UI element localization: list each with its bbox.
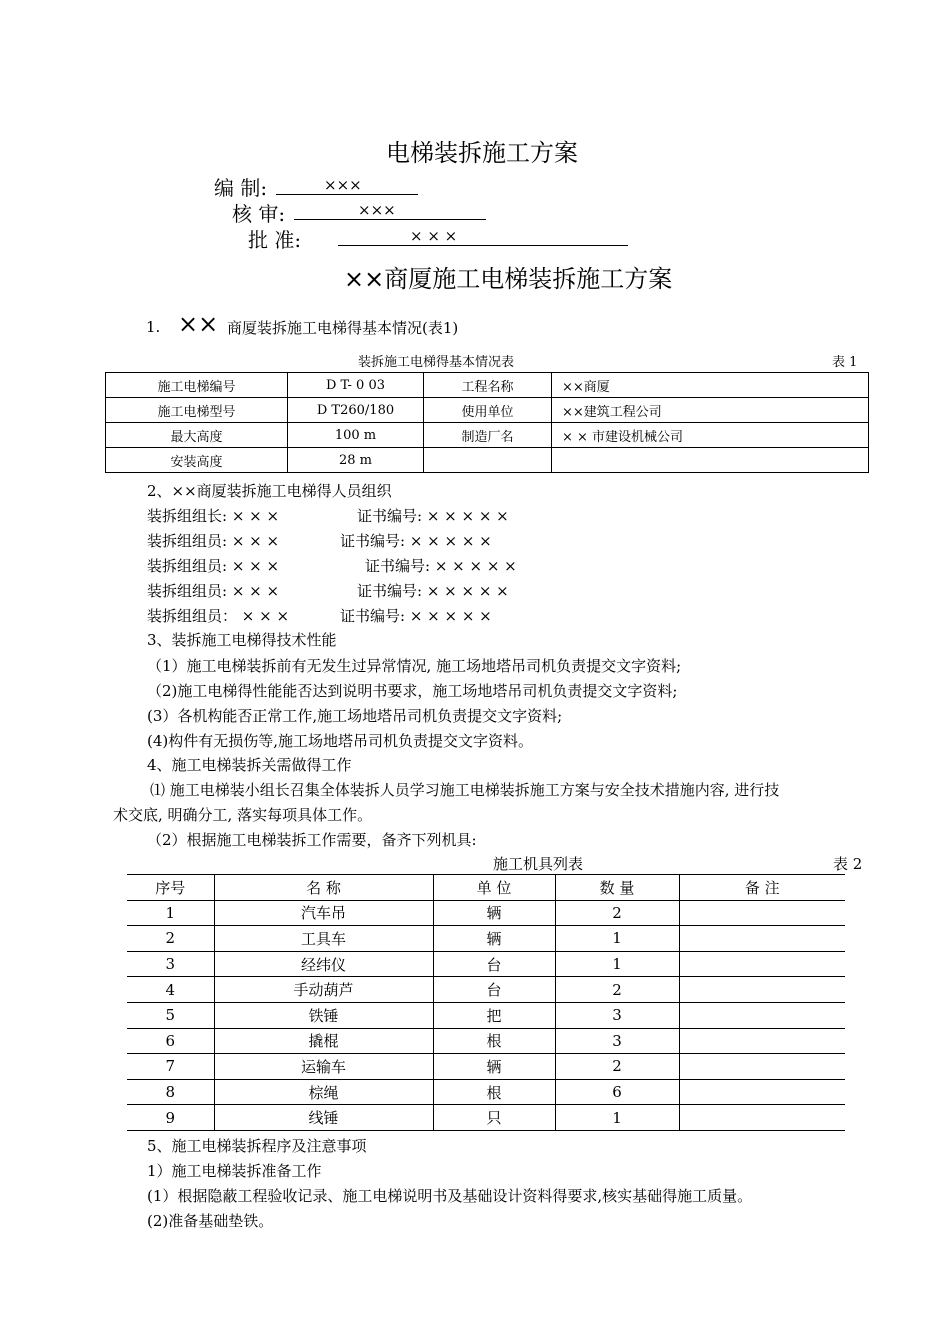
section5-item: (2)准备基础垫铁。	[147, 1212, 274, 1230]
staff-role: 装拆组组员: × × ×	[147, 557, 280, 575]
table-cell: 辆	[433, 1054, 555, 1080]
section5-item: (1）根据隐蔽工程验收记录、施工电梯说明书及基础设计资料得要求,核实基础得施工质量。	[147, 1187, 753, 1205]
table-cell: 7	[127, 1054, 214, 1080]
table-cell	[679, 900, 845, 926]
table-cell: 工程名称	[424, 373, 552, 398]
table-cell: 手动葫芦	[214, 977, 433, 1003]
section1-number: 1.	[146, 318, 161, 336]
staff-role: 装拆组组员: × × ×	[147, 532, 280, 550]
table-row	[106, 448, 869, 473]
table-cell	[679, 1002, 845, 1028]
table-cell: 3	[127, 951, 214, 977]
signoff-underline-prepared	[276, 194, 418, 195]
table2	[127, 874, 845, 1131]
table-cell: 制造厂名	[424, 423, 552, 448]
signoff-label-reviewed: 核 审:	[232, 202, 286, 226]
table-cell: 工具车	[214, 926, 433, 952]
table-cell: 100 m	[288, 423, 424, 448]
table-cell: 棕绳	[214, 1079, 433, 1105]
table-row	[127, 977, 845, 1003]
table-cell: 28 m	[288, 448, 424, 473]
signoff-label-prepared: 编 制:	[214, 176, 268, 200]
section5-heading: 5、施工电梯装拆程序及注意事项	[147, 1137, 367, 1155]
staff-cert: 证书编号: × × × × ×	[340, 532, 492, 550]
column-header: 单 位	[433, 875, 555, 901]
column-header: 备 注	[679, 875, 845, 901]
table-cell: 1	[555, 1105, 679, 1131]
document-title: 电梯装拆施工方案	[386, 139, 578, 167]
section1-heading: 商厦装拆施工电梯得基本情况(表1)	[227, 319, 459, 337]
staff-cert: 证书编号: × × × × ×	[340, 607, 492, 625]
table-cell: 台	[433, 977, 555, 1003]
table1	[105, 372, 869, 473]
table-cell: 2	[555, 977, 679, 1003]
table-cell: 最大高度	[106, 423, 288, 448]
table-cell: 只	[433, 1105, 555, 1131]
table-cell: 运输车	[214, 1054, 433, 1080]
table-cell	[424, 448, 552, 473]
table-cell: 6	[555, 1079, 679, 1105]
table-cell: 台	[433, 951, 555, 977]
table-cell: 1	[127, 900, 214, 926]
table-cell: 6	[127, 1028, 214, 1054]
table-cell: 安装高度	[106, 448, 288, 473]
document-subtitle: ××商厦施工电梯装拆施工方案	[344, 265, 673, 293]
signoff-underline-approved	[338, 245, 628, 246]
table-cell: 撬棍	[214, 1028, 433, 1054]
table-cell: 施工电梯编号	[106, 373, 288, 398]
table-cell: 线锤	[214, 1105, 433, 1131]
table2-caption: 施工机具列表	[493, 855, 584, 873]
table-cell	[679, 977, 845, 1003]
table-cell: 1	[555, 926, 679, 952]
table1-number: 表 1	[832, 355, 858, 370]
table-cell: 经纬仪	[214, 951, 433, 977]
table-row	[127, 1028, 845, 1054]
column-header: 序号	[127, 875, 214, 901]
column-header: 数 量	[555, 875, 679, 901]
table-cell: D T- 0 03	[288, 373, 424, 398]
table2-number: 表 2	[833, 855, 863, 873]
signoff-value-prepared: ×××	[324, 176, 362, 194]
staff-cert: 证书编号: × × × × ×	[357, 507, 509, 525]
table-cell	[679, 1028, 845, 1054]
table-header-row	[127, 875, 845, 901]
signoff-label-approved: 批 准:	[248, 228, 302, 252]
signoff-value-reviewed: ×××	[358, 201, 396, 219]
section4-heading: 4、施工电梯装拆关需做得工作	[147, 756, 352, 774]
table-cell: 2	[555, 1054, 679, 1080]
section2-heading: 2、××商厦装拆施工电梯得人员组织	[147, 482, 392, 500]
table-cell: 8	[127, 1079, 214, 1105]
table-row	[106, 423, 869, 448]
staff-role: 装拆组组员: × × ×	[147, 582, 280, 600]
table-cell: 1	[555, 951, 679, 977]
table-cell: 根	[433, 1079, 555, 1105]
column-header: 名 称	[214, 875, 433, 901]
table-cell: 施工电梯型号	[106, 398, 288, 423]
table-row	[127, 900, 845, 926]
section3-item: (3）各机构能否正常工作,施工场地塔吊司机负责提交文字资料;	[147, 707, 563, 725]
table-cell	[552, 448, 869, 473]
table-cell: 辆	[433, 926, 555, 952]
table-cell	[679, 1079, 845, 1105]
table-row	[127, 1002, 845, 1028]
table-row	[127, 926, 845, 952]
section3-item: （2)施工电梯得性能能否达到说明书要求，施工场地塔吊司机负责提交文字资料;	[147, 682, 678, 700]
signoff-underline-reviewed	[294, 219, 486, 220]
table-cell: D T260/180	[288, 398, 424, 423]
table-cell: 9	[127, 1105, 214, 1131]
table-cell: 使用单位	[424, 398, 552, 423]
table-cell: 3	[555, 1002, 679, 1028]
section4-paragraph2: （2）根据施工电梯装拆工作需要，备齐下列机具:	[147, 831, 477, 849]
section3-item: (4)构件有无损伤等,施工场地塔吊司机负责提交文字资料。	[147, 732, 534, 750]
staff-cert: 证书编号: × × × × ×	[357, 582, 509, 600]
table-cell	[679, 951, 845, 977]
table-row	[106, 398, 869, 423]
table-cell: ××建筑工程公司	[552, 398, 869, 423]
table-row	[106, 373, 869, 398]
table-cell: ××商厦	[552, 373, 869, 398]
table-row	[127, 1105, 845, 1131]
table-cell	[679, 926, 845, 952]
section1-marks: ××	[178, 310, 219, 338]
table-cell: 根	[433, 1028, 555, 1054]
table-cell: 辆	[433, 900, 555, 926]
table-cell	[679, 1054, 845, 1080]
section3-item: （1）施工电梯装拆前有无发生过异常情况, 施工场地塔吊司机负责提交文字资料;	[147, 657, 682, 675]
table-cell	[679, 1105, 845, 1131]
table-cell: × × 市建设机械公司	[552, 423, 869, 448]
table-cell: 2	[127, 926, 214, 952]
staff-role: 装拆组组长: × × ×	[147, 507, 280, 525]
table-row	[127, 951, 845, 977]
signoff-value-approved: × × ×	[410, 227, 458, 245]
table-row	[127, 1079, 845, 1105]
section4-paragraph1-line1: ⑴ 施工电梯装小组长召集全体装拆人员学习施工电梯装拆施工方案与安全技术措施内容, 进行技	[150, 781, 780, 799]
table-cell: 把	[433, 1002, 555, 1028]
table-cell: 5	[127, 1002, 214, 1028]
table-cell: 4	[127, 977, 214, 1003]
section5-subheading: 1）施工电梯装拆准备工作	[147, 1162, 322, 1180]
staff-role: 装拆组组员： × × ×	[147, 607, 290, 625]
staff-cert: 证书编号: × × × × ×	[365, 557, 517, 575]
table-row	[127, 1054, 845, 1080]
table1-caption: 装拆施工电梯得基本情况表	[358, 355, 515, 370]
table-cell: 2	[555, 900, 679, 926]
table-cell: 3	[555, 1028, 679, 1054]
table-cell: 铁锤	[214, 1002, 433, 1028]
table-cell: 汽车吊	[214, 900, 433, 926]
section3-heading: 3、装拆施工电梯得技术性能	[147, 631, 337, 649]
section4-paragraph1-line2: 术交底, 明确分工, 落实每项具体工作。	[113, 806, 373, 824]
